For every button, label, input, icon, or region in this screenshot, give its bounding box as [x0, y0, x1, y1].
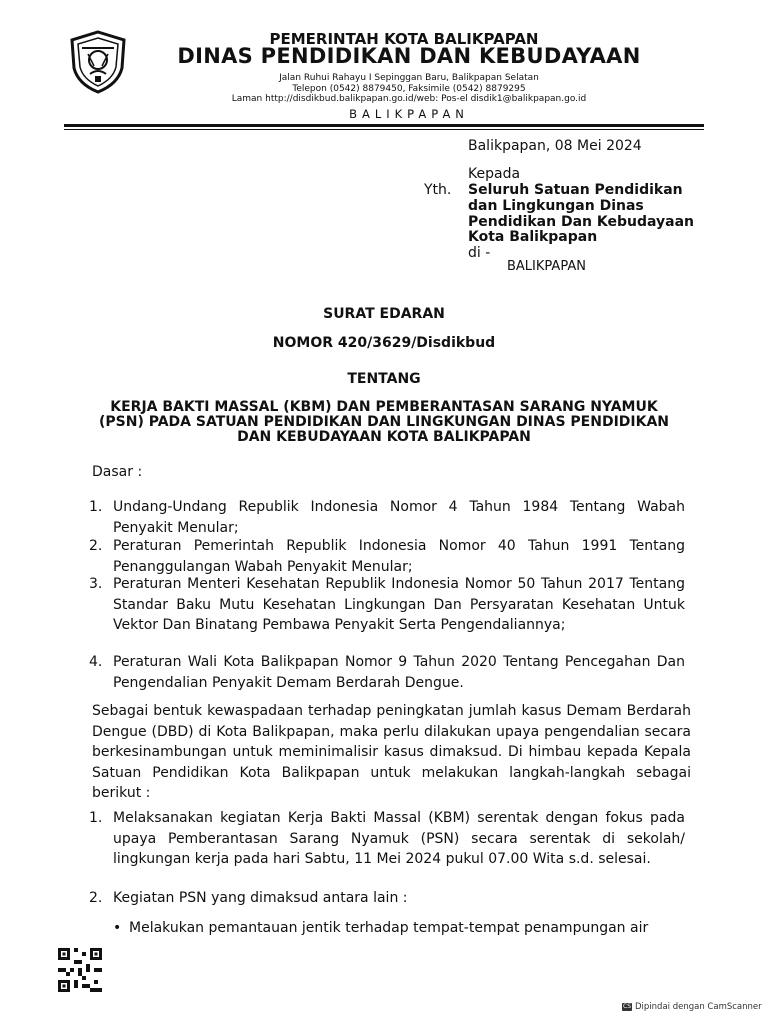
- basis-text: Peraturan Pemerintah Republik Indonesia Nomor 40 Tahun 1991 Tentang Penanggulangan Wabah Penyakit Menular;: [113, 538, 685, 575]
- agency-name: DINAS PENDIDIKAN DAN KEBUDAYAAN: [177, 44, 641, 68]
- recipient-line: Pendidikan Dan Kebudayaan: [468, 214, 694, 230]
- bullet-dot: •: [113, 920, 122, 936]
- camscanner-icon: CS: [623, 1003, 631, 1010]
- bullet-text: Melakukan pemantauan jentik terhadap tempat-tempat penampungan air: [129, 920, 649, 936]
- step-number: 2.: [89, 890, 103, 906]
- basis-text: Peraturan Wali Kota Balikpapan Nomor 9 Tahun 2020 Tentang Pencegahan Dan Pengendalian Penyakit Demam Berdarah Dengue.: [113, 654, 685, 691]
- letterhead-divider-thick: [64, 124, 704, 127]
- basis-number: 2.: [89, 538, 103, 554]
- basis-text: Undang-Undang Republik Indonesia Nomor 4 Tahun 1984 Tentang Wabah Penyakit Menular;: [113, 499, 685, 536]
- about-heading: TENTANG: [347, 371, 421, 387]
- basis-number: 3.: [89, 576, 103, 592]
- basis-number: 1.: [89, 499, 103, 515]
- step-text: Kegiatan PSN yang dimaksud antara lain :: [113, 890, 408, 906]
- subject-line: (PSN) PADA SATUAN PENDIDIKAN DAN LINGKUNGAN DINAS PENDIDIKAN: [98, 414, 670, 430]
- recipient-line: dan Lingkungan Dinas: [468, 198, 644, 214]
- recipient-line: Kota Balikpapan: [468, 229, 598, 245]
- letter-number: NOMOR 420/3629/Disdikbud: [272, 335, 496, 351]
- address-line: Jalan Ruhui Rahayu I Sepinggan Baru, Balikpapan Selatan: [279, 73, 539, 83]
- basis-number: 4.: [89, 654, 103, 670]
- yth-label: Yth.: [424, 182, 452, 198]
- letterhead-city: BALIKPAPAN: [349, 107, 469, 121]
- letterhead-divider-thin: [64, 129, 704, 130]
- recipient-place: BALIKPAPAN: [507, 259, 586, 274]
- di-label: di -: [468, 245, 491, 261]
- basis-text: Peraturan Menteri Kesehatan Republik Indonesia Nomor 50 Tahun 2017 Tentang Standar Baku Mutu Kesehatan Lingkungan Dan Persyaratan Kesehatan Untuk Vektor Dan Binatang Pembawa Penyakit Serta Pengendaliannya;: [113, 576, 685, 633]
- step-number: 1.: [89, 810, 103, 826]
- subject-line: KERJA BAKTI MASSAL (KBM) DAN PEMBERANTASAN SARANG NYAMUK: [110, 399, 658, 415]
- government-name: PEMERINTAH KOTA BALIKPAPAN: [269, 30, 539, 48]
- recipient-line: Seluruh Satuan Pendidikan: [468, 182, 683, 198]
- to-label: Kepada: [468, 166, 521, 182]
- camscanner-watermark: [622, 1002, 762, 1012]
- letter-type: SURAT EDARAN: [323, 306, 445, 322]
- phone-fax-line: Telepon (0542) 8879450, Faksimile (0542) 8879295: [292, 84, 526, 94]
- qr-code: [58, 948, 102, 992]
- subject-line: DAN KEBUDAYAAN KOTA BALIKPAPAN: [237, 429, 531, 445]
- intro-paragraph: Sebagai bentuk kewaspadaan terhadap peningkatan jumlah kasus Demam Berdarah Dengue (DBD) di Kota Balikpapan, maka perlu dilakukan upaya pengendalian secara berkesinambungan untuk meminimalisir kasus dimaksud. Di himbau kepada Kepala Satuan Pendidikan Kota Balikpapan untuk melakukan langkah-langkah sebagai berikut :: [92, 703, 691, 801]
- letter-date: Balikpapan, 08 Mei 2024: [468, 138, 642, 154]
- basis-label: Dasar :: [92, 464, 143, 480]
- camscanner-label: Dipindai dengan CamScanner: [635, 1002, 762, 1012]
- step-text: Melaksanakan kegiatan Kerja Bakti Massal (KBM) serentak dengan fokus pada upaya Pemberantasan Sarang Nyamuk (PSN) secara serentak di sekolah/ lingkungan kerja pada hari Sabtu, 11 Mei 2024 pukul 07.00 Wita s.d. selesai.: [113, 810, 685, 867]
- website-email-line: Laman http://disdikbud.balikpapan.go.id/web: Pos-el disdik1@balikpapan.go.id: [231, 94, 587, 104]
